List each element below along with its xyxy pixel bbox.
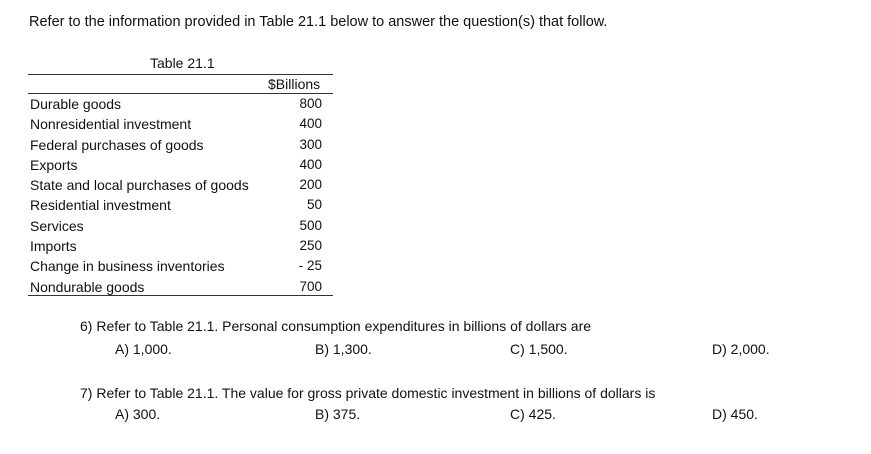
table-row (30, 236, 330, 256)
question-6-options (115, 341, 795, 359)
row-label: Nonresidential investment (30, 116, 192, 133)
row-value: 50 (306, 197, 322, 213)
row-value: 250 (299, 238, 322, 254)
table-row (30, 114, 330, 134)
option-c[interactable]: C) 1,500. (510, 341, 568, 357)
table-row (30, 256, 330, 276)
unit-column-header: $Billions (268, 76, 321, 92)
table-row (30, 216, 330, 236)
row-label: Imports (30, 238, 77, 255)
row-value: 200 (299, 177, 322, 193)
option-d[interactable]: D) 2,000. (712, 341, 770, 357)
table-row (30, 175, 330, 195)
row-value: 300 (299, 136, 322, 152)
row-label: Federal purchases of goods (30, 136, 204, 153)
row-value: 400 (299, 156, 322, 172)
row-value: 500 (299, 217, 322, 233)
option-a[interactable]: A) 300. (115, 406, 161, 422)
option-b[interactable]: B) 1,300. (315, 341, 372, 357)
table-row (30, 135, 330, 155)
row-label: Change in business inventories (30, 258, 225, 275)
table-body (30, 94, 330, 297)
table-row (30, 277, 330, 297)
question-7-options (115, 406, 795, 424)
question-6-text: 6) Refer to Table 21.1. Personal consumption expenditures in billions of dollars are (80, 318, 592, 334)
row-label: Residential investment (30, 197, 171, 214)
row-label: Durable goods (30, 96, 122, 112)
row-value: - 25 (298, 258, 322, 274)
table-row (30, 94, 330, 114)
table-row (30, 155, 330, 175)
instructions-text: Refer to the information provided in Table 21.1 below to answer the question(s) that follow. (29, 14, 608, 30)
question-7-text: 7) Refer to Table 21.1. The value for gross private domestic investment in billions of dollars is (80, 385, 656, 401)
option-b[interactable]: B) 375. (315, 406, 361, 422)
row-label: Nondurable goods (30, 278, 145, 295)
table-title: Table 21.1 (150, 55, 215, 71)
row-value: 400 (299, 116, 322, 132)
row-value: 800 (299, 96, 322, 111)
table-bottom-rule (28, 295, 333, 296)
option-a[interactable]: A) 1,000. (115, 341, 172, 357)
row-label: Services (30, 217, 84, 234)
row-label: State and local purchases of goods (30, 177, 249, 194)
option-d[interactable]: D) 450. (712, 406, 758, 422)
row-label: Exports (30, 156, 78, 173)
row-value: 700 (299, 278, 322, 294)
option-c[interactable]: C) 425. (510, 406, 556, 422)
table-top-rule (28, 74, 333, 75)
table-row (30, 195, 330, 215)
